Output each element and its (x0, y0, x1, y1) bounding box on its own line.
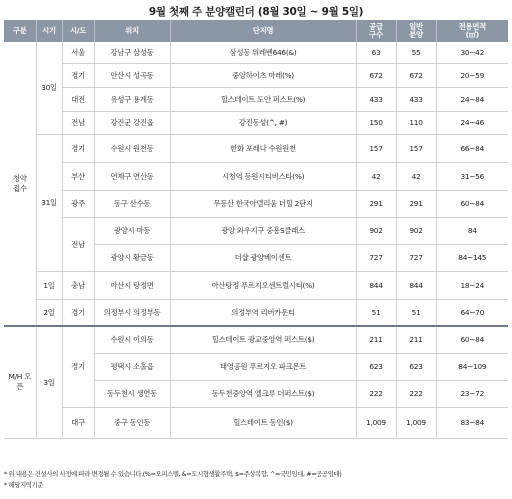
region-cell: 경기 (62, 134, 94, 162)
complex-cell: 힐스테이트 동인($) (170, 407, 356, 438)
supply-cell: 150 (356, 111, 396, 134)
header-general: 일반 분양 (396, 20, 436, 42)
general-cell: 291 (396, 190, 436, 217)
header-supply: 공급 구수 (356, 20, 396, 42)
area-cell: 20~59 (436, 63, 508, 87)
area-cell: 84 (436, 217, 508, 244)
header-region: 시/도 (62, 20, 94, 42)
region-cell: 경기 (62, 326, 94, 407)
complex-cell: 시청역 동원시티비스타(%) (170, 162, 356, 190)
supply-cell: 623 (356, 353, 396, 380)
table-header-row (4, 20, 508, 42)
supply-cell: 727 (356, 244, 396, 271)
footnote-region: * 해당지역기준 (4, 481, 44, 489)
table-row (4, 162, 508, 190)
region-cell: 광주 (62, 190, 94, 217)
area-cell: 30~42 (436, 42, 508, 63)
table-row (4, 217, 508, 244)
area-cell: 18~24 (436, 271, 508, 299)
table-row (4, 111, 508, 134)
region-cell: 부산 (62, 162, 94, 190)
area-cell: 64~70 (436, 299, 508, 326)
complex-cell: 아산탕정 푸르지오센트럴시티(%) (170, 271, 356, 299)
general-cell: 902 (396, 217, 436, 244)
area-cell: 83~84 (436, 407, 508, 438)
supply-cell: 42 (356, 162, 396, 190)
region-cell: 경기 (62, 299, 94, 326)
area-cell: 31~56 (436, 162, 508, 190)
table-row (4, 407, 508, 438)
location-cell: 연제구 연산동 (94, 162, 170, 190)
location-cell: 광양시 황금동 (94, 244, 170, 271)
region-cell: 전남 (62, 111, 94, 134)
footnote-legend: * 위 내용은 건설사의 사정에 따라 변경될 수 있습니다.(%=오피스텔, &=도시형생활주택, $=주상복합, ^=국민임대, #=공공임대) (4, 470, 342, 478)
location-cell: 수원시 원천동 (94, 134, 170, 162)
complex-cell: 더샵 광양베이센트 (170, 244, 356, 271)
general-cell: 110 (396, 111, 436, 134)
region-cell: 대전 (62, 87, 94, 111)
area-cell: 24~84 (436, 87, 508, 111)
location-cell: 중구 동인동 (94, 407, 170, 438)
general-cell: 211 (396, 326, 436, 353)
supply-cell: 63 (356, 42, 396, 63)
supply-cell: 433 (356, 87, 396, 111)
supply-cell: 211 (356, 326, 396, 353)
supply-cell: 1,009 (356, 407, 396, 438)
general-cell: 672 (396, 63, 436, 87)
complex-cell: 중앙하이츠 마레(%) (170, 63, 356, 87)
supply-cell: 222 (356, 380, 396, 407)
area-cell: 84~145 (436, 244, 508, 271)
area-cell: 23~72 (436, 380, 508, 407)
date-cell: 31일 (36, 134, 62, 271)
location-cell: 의정부시 의정부동 (94, 299, 170, 326)
general-cell: 157 (396, 134, 436, 162)
header-complex: 단지명 (170, 20, 356, 42)
supply-cell: 291 (356, 190, 396, 217)
complex-cell: 태영공원 푸르지오 파크몬트 (170, 353, 356, 380)
general-cell: 1,009 (396, 407, 436, 438)
table-row (4, 42, 508, 63)
date-cell: 3일 (36, 326, 62, 438)
table-row (4, 190, 508, 217)
complex-cell: 동두천중앙역 엘크루 더퍼스트($) (170, 380, 356, 407)
supply-cell: 672 (356, 63, 396, 87)
complex-cell: 의정부역 리버카운티 (170, 299, 356, 326)
general-cell: 42 (396, 162, 436, 190)
table-row (4, 299, 508, 326)
complex-cell: 삼성동 위레벤646(&) (170, 42, 356, 63)
general-cell: 222 (396, 380, 436, 407)
general-cell: 55 (396, 42, 436, 63)
general-cell: 727 (396, 244, 436, 271)
schedule-table (4, 20, 508, 439)
location-cell: 동두천시 생연동 (94, 380, 170, 407)
group-label: 청약 접수 (4, 42, 36, 326)
date-cell: 1일 (36, 271, 62, 299)
date-cell: 2일 (36, 299, 62, 326)
supply-cell: 51 (356, 299, 396, 326)
area-cell: 84~109 (436, 353, 508, 380)
location-cell: 강진군 강진읍 (94, 111, 170, 134)
complex-cell: 강진동성(^, #) (170, 111, 356, 134)
group-label: M/H 오픈 (4, 326, 36, 438)
supply-cell: 157 (356, 134, 396, 162)
complex-cell: 무등산 한국아델리움 더힐 2단지 (170, 190, 356, 217)
table-row (4, 63, 508, 87)
location-cell: 동구 산수동 (94, 190, 170, 217)
table-row (4, 326, 508, 353)
general-cell: 844 (396, 271, 436, 299)
general-cell: 51 (396, 299, 436, 326)
table-row (4, 134, 508, 162)
table-row (4, 271, 508, 299)
header-category: 구분 (4, 20, 36, 42)
complex-cell: 힐스테이트 도안 퍼스트(%) (170, 87, 356, 111)
complex-cell: 힐스테이트 광교중앙역 퍼스트($) (170, 326, 356, 353)
location-cell: 유성구 용계동 (94, 87, 170, 111)
supply-cell: 844 (356, 271, 396, 299)
page-title: 9월 첫째 주 분양캘린더 (8월 30일 ~ 9월 5일) (148, 6, 364, 18)
location-cell: 안산시 성곡동 (94, 63, 170, 87)
location-cell: 수원시 이의동 (94, 326, 170, 353)
region-cell: 대구 (62, 407, 94, 438)
area-cell: 24~46 (436, 111, 508, 134)
footnotes (4, 469, 508, 491)
date-cell: 30일 (36, 42, 62, 134)
complex-cell: 광양 와우지구 중흥S클래스 (170, 217, 356, 244)
region-cell: 충남 (62, 271, 94, 299)
location-cell: 강남구 삼성동 (94, 42, 170, 63)
general-cell: 623 (396, 353, 436, 380)
area-cell: 60~84 (436, 190, 508, 217)
region-cell: 전남 (62, 217, 94, 271)
region-cell: 경기 (62, 63, 94, 87)
area-cell: 60~84 (436, 326, 508, 353)
region-cell: 서울 (62, 42, 94, 63)
header-area: 전용면적 (㎡) (436, 20, 508, 42)
supply-cell: 902 (356, 217, 396, 244)
header-location: 위치 (94, 20, 170, 42)
area-cell: 66~84 (436, 134, 508, 162)
location-cell: 광양시 마동 (94, 217, 170, 244)
header-period: 시기 (36, 20, 62, 42)
location-cell: 아산시 탕정면 (94, 271, 170, 299)
table-row (4, 87, 508, 111)
general-cell: 433 (396, 87, 436, 111)
complex-cell: 한화 포레나 수원원천 (170, 134, 356, 162)
location-cell: 평택시 소홀읍 (94, 353, 170, 380)
